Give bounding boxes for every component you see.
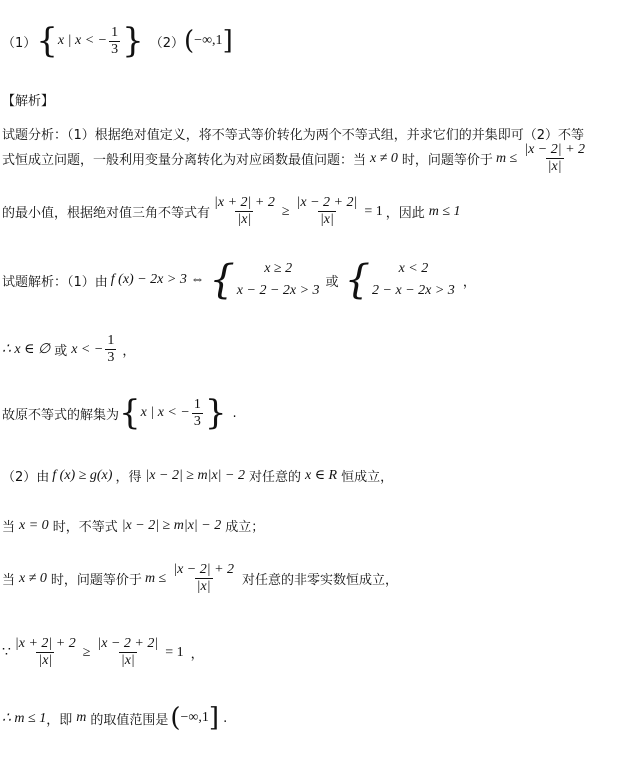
solution-line-4: （2）由 f (x) ≥ g(x) ，得 |x − 2| ≥ m|x| − 2 对任意的 x ∈ R 恒成立， <box>2 467 394 485</box>
fraction-analysis-2: $\frac{|x + 2| + 2}{|x|}$ <box>214 195 275 227</box>
answer-line <box>2 21 233 61</box>
solution-line-1: 试题解析：（1）由 f (x) − 2x > 3 ⇔ { x ≥ 2 x − 2 − 2x > 3 或 { x < 2 2 − x − 2x > 3 ， <box>2 257 476 303</box>
analysis-line-2: 式恒成立问题，一般利用变量分离转化为对应函数最值问题：当 x ≠ 0 时，问题等价于 m ≤ $\frac{|x - 2| + 2}{|x|}$ <box>2 142 586 174</box>
solution-line-5: 当 x = 0 时，不等式 |x − 2| ≥ m|x| − 2 成立； <box>2 517 265 535</box>
analysis-header: 【解析】 <box>2 94 55 109</box>
solution-line-2: ∴ x ∈ ∅ 或 x < − $\frac{1}{3}$ ， <box>2 333 136 365</box>
solution-line-3: 故原不等式的解集为 { x | x < − $\frac{1}{3}$ } . <box>2 393 237 433</box>
fraction-one-third-2: $\frac{1}{3}$ <box>107 333 115 365</box>
answer-part1-label: （1） <box>2 35 37 51</box>
fraction-one-third: $\frac{1}{3}$ <box>111 24 119 57</box>
close-bracket: ] <box>222 26 233 56</box>
fraction-analysis-1: $\frac{|x - 2| + 2}{|x|}$ <box>524 142 586 174</box>
open-paren: ( <box>184 26 195 56</box>
right-brace: } <box>122 21 144 61</box>
fraction-solution-2: $\frac{|x + 2| + 2}{|x|}$ <box>14 636 76 668</box>
fraction-solution-3: $\frac{|x - 2 + 2|}{|x|}$ <box>97 636 159 668</box>
answer-interval: −∞,1 <box>194 33 223 48</box>
system-1: { x ≥ 2 x − 2 − 2x > 3 <box>209 257 320 303</box>
solution-line-6: 当 x ≠ 0 时，问题等价于 m ≤ $\frac{|x - 2| + 2}{|x|}$ 对任意的非零实数恒成立， <box>2 562 399 594</box>
left-brace: { <box>36 21 58 61</box>
fraction-one-third-3: $\frac{1}{3}$ <box>193 396 201 429</box>
analysis-line-1: 试题分析：（1）根据绝对值定义，将不等式等价转化为两个不等式组，并求它们的并集即可（2）不等 <box>2 128 585 143</box>
analysis-line-3: 的最小值，根据绝对值三角不等式有 $\frac{|x + 2| + 2}{|x|}$ ≥ $\frac{|x - 2 + 2|}{|x|}$ = 1 ，因此 m ≤ 1 <box>2 195 461 227</box>
answer-part2-label: （2） <box>149 35 185 51</box>
fraction-analysis-3: $\frac{|x - 2 + 2|}{|x|}$ <box>296 195 358 227</box>
solution-line-7: ∵ $\frac{|x + 2| + 2}{|x|}$ ≥ $\frac{|x - 2 + 2|}{|x|}$ = 1 ， <box>2 636 204 668</box>
fraction-solution-1: $\frac{|x - 2| + 2}{|x|}$ <box>173 562 235 594</box>
answer-set-expr: x | x < − <box>57 33 108 48</box>
system-2: { x < 2 2 − x − 2x > 3 <box>344 257 455 303</box>
solution-line-8: ∴ m ≤ 1 ，即 m 的取值范围是 ( −∞,1 ] . <box>2 703 228 733</box>
